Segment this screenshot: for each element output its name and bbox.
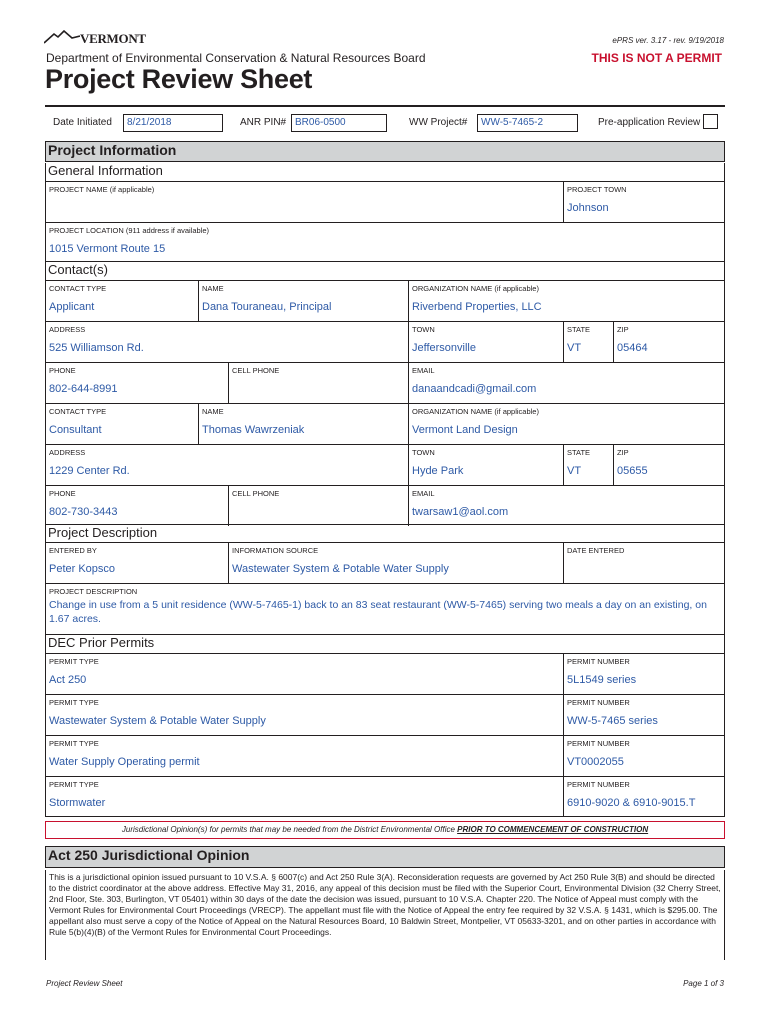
subsection-prior-permits: DEC Prior Permits — [45, 634, 725, 653]
general-info-table — [45, 181, 725, 261]
contact-address-value: 1229 Center Rd. — [49, 465, 130, 477]
contact-org-cell[interactable] — [408, 280, 724, 321]
project-location-value: 1015 Vermont Route 15 — [49, 243, 166, 255]
date-initiated-field[interactable]: 8/21/2018 — [123, 114, 223, 132]
contact-phone-value: 802-730-3443 — [49, 506, 118, 518]
contact-state-label: STATE — [567, 448, 591, 457]
not-permit-notice: THIS IS NOT A PERMIT — [591, 51, 722, 65]
contact-town-label: TOWN — [412, 325, 435, 334]
top-fields-row — [0, 114, 770, 132]
permit-type-cell[interactable] — [46, 776, 563, 817]
contact-state-value: VT — [567, 342, 582, 354]
subsection-contacts: Contact(s) — [45, 261, 725, 280]
project-name-label: PROJECT NAME (if applicable) — [49, 185, 155, 194]
contact-address-label: ADDRESS — [49, 325, 86, 334]
ww-project-field[interactable]: WW-5-7465-2 — [477, 114, 578, 132]
mountain-icon — [44, 30, 80, 44]
contact-state-cell[interactable] — [563, 444, 613, 485]
permit-number-label: PERMIT NUMBER — [567, 739, 630, 748]
contact-phone-cell[interactable] — [46, 362, 228, 403]
page-title: Project Review Sheet — [45, 64, 313, 94]
permit-type-label: PERMIT TYPE — [49, 739, 99, 748]
contact-contact-type-label: CONTACT TYPE — [49, 407, 107, 416]
contact-phone-label: PHONE — [49, 489, 76, 498]
info-source-cell[interactable] — [228, 542, 563, 583]
contact-town-cell[interactable] — [408, 444, 563, 485]
jurisdictional-note — [45, 821, 725, 839]
preapp-review-checkbox[interactable] — [703, 114, 718, 129]
contact-email-label: EMAIL — [412, 489, 435, 498]
jurisdictional-note-text: Jurisdictional Opinion(s) for permits that may be needed from the District Environmental Office — [121, 825, 458, 834]
permit-type-value: Act 250 — [49, 674, 87, 686]
contact-town-value: Jeffersonville — [412, 342, 476, 354]
contact-cell-label: CELL PHONE — [232, 366, 280, 375]
contact-state-value: VT — [567, 465, 582, 477]
contact-org-label: ORGANIZATION NAME (if applicable) — [412, 284, 539, 293]
contact-name-value: Thomas Wawrzeniak — [202, 424, 305, 436]
permit-type-value: Wastewater System & Potable Water Supply — [49, 715, 266, 727]
contact-name-cell[interactable] — [198, 403, 408, 444]
contact-zip-value: 05464 — [617, 342, 648, 354]
contact-phone-label: PHONE — [49, 366, 76, 375]
contact-town-value: Hyde Park — [412, 465, 464, 477]
contact-address-label: ADDRESS — [49, 448, 86, 457]
project-town-value: Johnson — [567, 202, 609, 214]
contact-email-value: twarsaw1@aol.com — [412, 506, 509, 518]
permit-type-cell[interactable] — [46, 653, 563, 694]
jurisdictional-note-emphasis: PRIOR TO COMMENCEMENT OF CONSTRUCTION — [457, 825, 649, 834]
footer-title: Project Review Sheet — [46, 979, 123, 988]
contact-phone-value: 802-644-8991 — [49, 383, 118, 395]
contact-address-cell[interactable] — [46, 321, 408, 362]
prior-permits-table — [45, 653, 725, 817]
contact-email-cell[interactable] — [408, 485, 724, 526]
contact-cell-cell[interactable] — [228, 362, 408, 403]
description-table — [45, 542, 725, 634]
project-description-cell[interactable] — [46, 583, 724, 634]
ww-project-label: WW Project# — [409, 117, 468, 128]
date-initiated-label: Date Initiated — [53, 117, 112, 128]
version-text: ePRS ver. 3.17 - rev. 9/19/2018 — [612, 36, 724, 45]
date-entered-label: DATE ENTERED — [567, 546, 625, 555]
project-location-cell[interactable] — [46, 222, 724, 261]
contact-email-value: danaandcadi@gmail.com — [412, 383, 537, 395]
permit-number-cell[interactable] — [563, 653, 724, 694]
permit-type-label: PERMIT TYPE — [49, 698, 99, 707]
vermont-logo — [44, 28, 144, 46]
permit-type-cell[interactable] — [46, 694, 563, 735]
contact-zip-cell[interactable] — [613, 444, 724, 485]
contact-zip-label: ZIP — [617, 448, 629, 457]
contact-zip-value: 05655 — [617, 465, 648, 477]
section-project-information: Project Information — [45, 141, 725, 162]
contact-phone-cell[interactable] — [46, 485, 228, 526]
contact-state-label: STATE — [567, 325, 591, 334]
project-town-label: PROJECT TOWN — [567, 185, 627, 194]
permit-number-label: PERMIT NUMBER — [567, 698, 630, 707]
info-source-value: Wastewater System & Potable Water Supply — [232, 563, 449, 575]
contact-contact-type-cell[interactable] — [46, 280, 198, 321]
info-source-label: INFORMATION SOURCE — [232, 546, 319, 555]
contact-address-cell[interactable] — [46, 444, 408, 485]
permit-number-label: PERMIT NUMBER — [567, 780, 630, 789]
subsection-project-description: Project Description — [45, 524, 725, 542]
permit-number-cell[interactable] — [563, 735, 724, 776]
anr-pin-label: ANR PIN# — [240, 117, 287, 128]
contact-zip-label: ZIP — [617, 325, 629, 334]
entered-by-value: Peter Kopsco — [49, 563, 116, 575]
header-divider — [45, 105, 725, 107]
contact-contact-type-value: Applicant — [49, 301, 95, 313]
contact-name-cell[interactable] — [198, 280, 408, 321]
contact-email-label: EMAIL — [412, 366, 435, 375]
contact-org-value: Vermont Land Design — [412, 424, 518, 436]
entered-by-cell[interactable] — [46, 542, 228, 583]
contact-org-cell[interactable] — [408, 403, 724, 444]
anr-pin-field[interactable]: BR06-0500 — [291, 114, 387, 132]
contact-cell-label: CELL PHONE — [232, 489, 280, 498]
contacts-table — [45, 280, 725, 524]
permit-number-value: WW-5-7465 series — [567, 715, 658, 727]
project-description-value: Change in use from a 5 unit residence (WW-5-7465-1) back to an 83 seat restaurant (WW-5-7465) serving two meals a day on an existing, on 1.67 acres. — [49, 599, 707, 625]
contact-town-label: TOWN — [412, 448, 435, 457]
footer-page-number: Page 1 of 3 — [683, 979, 724, 988]
contact-town-cell[interactable] — [408, 321, 563, 362]
permit-number-cell[interactable] — [563, 776, 724, 817]
date-entered-cell[interactable] — [563, 542, 724, 583]
contact-org-value: Riverbend Properties, LLC — [412, 301, 542, 313]
permit-type-cell[interactable] — [46, 735, 563, 776]
permit-type-value: Water Supply Operating permit — [49, 756, 200, 768]
contact-cell-cell[interactable] — [228, 485, 408, 526]
permit-type-label: PERMIT TYPE — [49, 780, 99, 789]
contact-org-label: ORGANIZATION NAME (if applicable) — [412, 407, 539, 416]
project-name-cell[interactable] — [46, 181, 563, 222]
section-act250-opinion: Act 250 Jurisdictional Opinion — [45, 846, 725, 868]
contact-name-label: NAME — [202, 407, 224, 416]
permit-number-cell[interactable] — [563, 694, 724, 735]
department-name: Department of Environmental Conservation & Natural Resources Board — [46, 51, 426, 65]
subsection-general-information: General Information — [45, 163, 725, 181]
act250-opinion-text: This is a jurisdictional opinion issued pursuant to 10 V.S.A. § 6007(c) and Act 250 Rule 3(A). Reconsideration requests are governed by Act 250 Rule 3(B) and should be directed to the district coordinator at the above address. Effective May 31, 2016, any appeal of this decision must be filed with the Superior Court, Environmental Division (32 Cherry Street, 2nd Floor, Ste. 303, Burlington, VT 05401) within 30 days of the date the decision was issued, pursuant to 10 V.S.A. Chapter 220. The Notice of Appeal must comply with the Vermont Rules for Environmental Court Proceedings (VRECP). The appellant must file with the Notice of Appeal the entry fee required by 32 V.S.A. § 1431, which is $295.00. The appellant also must serve a copy of the Notice of Appeal on the Natural Resources Board, 10 Baldwin Street, Montpelier, VT 05633-3201, and on other parties in accordance with Rule 5(b)(4)(B) of the Vermont Rules for Environmental Court Proceedings. — [45, 870, 725, 960]
permit-number-value: 6910-9020 & 6910-9015.T — [567, 797, 696, 809]
contact-contact-type-label: CONTACT TYPE — [49, 284, 107, 293]
project-description-label: PROJECT DESCRIPTION — [49, 587, 138, 596]
preapp-review-label: Pre-application Review — [598, 117, 701, 128]
contact-email-cell[interactable] — [408, 362, 724, 403]
project-location-label: PROJECT LOCATION (911 address if available) — [49, 226, 210, 235]
permit-type-value: Stormwater — [49, 797, 106, 809]
contact-contact-type-value: Consultant — [49, 424, 102, 436]
permit-type-label: PERMIT TYPE — [49, 657, 99, 666]
logo-text: VERMONT — [80, 31, 146, 46]
project-town-cell[interactable] — [563, 181, 724, 222]
contact-address-value: 525 Williamson Rd. — [49, 342, 144, 354]
contact-name-value: Dana Touraneau, Principal — [202, 301, 332, 313]
permit-number-value: 5L1549 series — [567, 674, 637, 686]
contact-contact-type-cell[interactable] — [46, 403, 198, 444]
contact-name-label: NAME — [202, 284, 224, 293]
entered-by-label: ENTERED BY — [49, 546, 97, 555]
permit-number-value: VT0002055 — [567, 756, 624, 768]
contact-state-cell[interactable] — [563, 321, 613, 362]
permit-number-label: PERMIT NUMBER — [567, 657, 630, 666]
contact-zip-cell[interactable] — [613, 321, 724, 362]
